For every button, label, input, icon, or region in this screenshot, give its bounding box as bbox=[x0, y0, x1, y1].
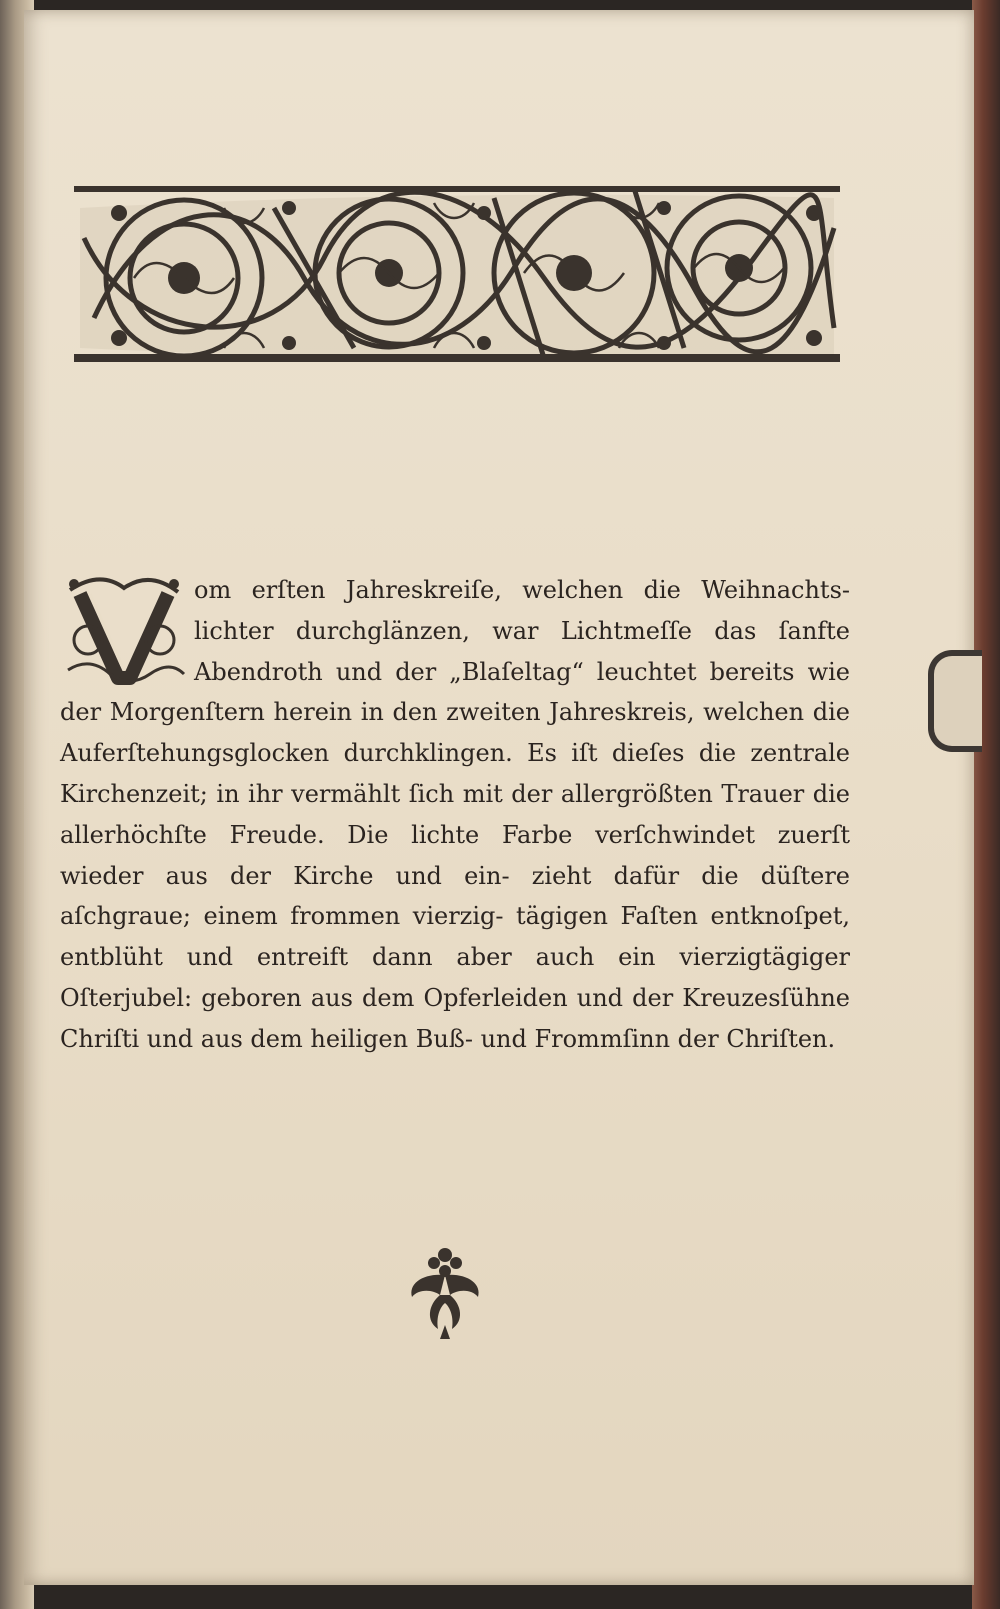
paragraph-text: om erſten Jahreskreiſe, welchen die Weihnachts- lichter durchglänzen, war Lichtmeſſe das ſanfte Abendroth und der „Blaſeltag“ leuchtet bereits wie der Morgenſtern herein in den zweiten Jahreskreis, welchen die Auferſtehungsglocken durchklingen. Es iſt dieſes die zentrale Kirchenzeit; in ihr vermählt ſich mit der allergrößten Trauer die allerhöchſte Freude. Die lichte Farbe verſchwindet zuerſt wieder aus der Kirche und ein- zieht dafür die düſtere aſchgraue; einem frommen vierzig- tägigen Faſten entknoſpet, entblüht und entreift dann aber auch ein vierzigtägiger Oſterjubel: geboren aus dem Opferleiden und der Kreuzesſühne Chriſti und aus dem heiligen Buß- und Frommſinn der Chriſten. bbox=[60, 576, 850, 1053]
ornamental-headpiece bbox=[74, 168, 840, 380]
page-clip bbox=[928, 650, 982, 752]
floral-tailpiece-ornament bbox=[404, 1245, 486, 1341]
book-edge-right bbox=[972, 0, 1000, 1609]
book-page bbox=[24, 10, 974, 1585]
main-paragraph bbox=[60, 570, 850, 1060]
drop-cap-ornamental-initial bbox=[60, 570, 188, 688]
